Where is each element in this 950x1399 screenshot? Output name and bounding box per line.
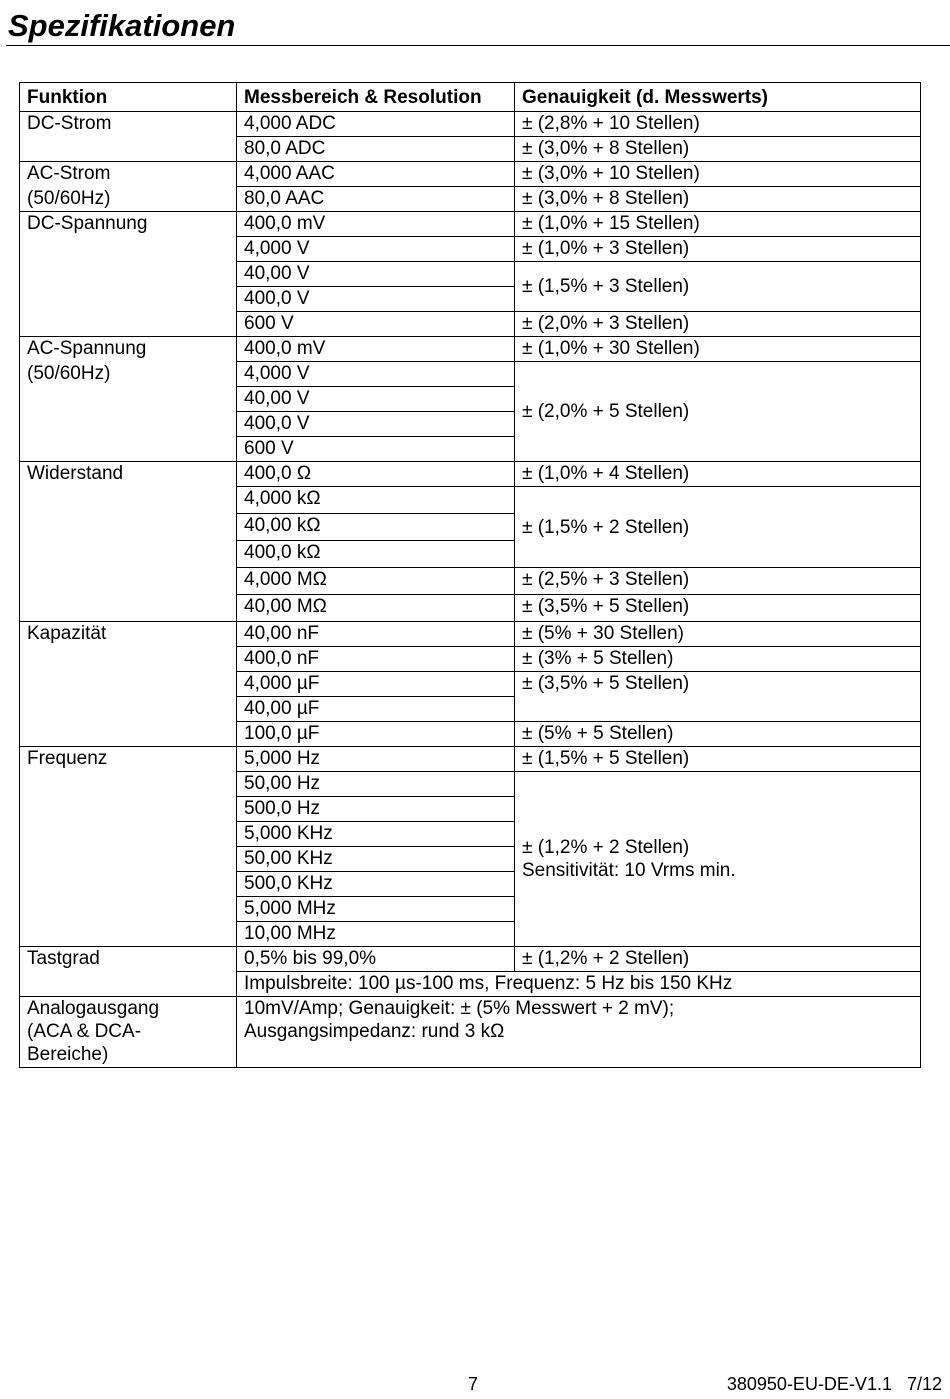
accuracy-cell: ± (3,5% + 5 Stellen) — [515, 595, 921, 622]
function-cell: DC-Strom — [20, 112, 237, 162]
range-cell: 0,5% bis 99,0% — [237, 947, 515, 972]
table-row — [20, 622, 921, 647]
analog-output-cell — [237, 997, 921, 1068]
table-row — [20, 947, 921, 972]
accuracy-cell: ± (2,8% + 10 Stellen) — [515, 112, 921, 137]
spec-table — [19, 82, 921, 1068]
range-cell: 5,000 Hz — [237, 747, 515, 772]
function-cell-empty — [20, 437, 237, 462]
header-genauigkeit: Genauigkeit (d. Messwerts) — [515, 83, 921, 112]
function-cell: Tastgrad — [20, 947, 237, 997]
accuracy-cell: ± (2,0% + 5 Stellen) — [515, 362, 921, 462]
range-cell: 5,000 KHz — [237, 822, 515, 847]
function-cell: AC-Spannung — [20, 337, 237, 362]
table-row — [20, 212, 921, 237]
table-row — [20, 187, 921, 212]
page-number: 7 — [468, 1374, 479, 1394]
accuracy-cell: ± (1,0% + 3 Stellen) — [515, 237, 921, 262]
table-row — [20, 362, 921, 387]
analog-line: 10mV/Amp; Genauigkeit: ± (5% Messwert + 2 mV); — [244, 998, 675, 1019]
range-cell: 40,00 µF — [237, 697, 515, 722]
table-row — [20, 162, 921, 187]
range-cell: 600 V — [237, 312, 515, 337]
range-cell: 4,000 AAC — [237, 162, 515, 187]
range-cell: 4,000 µF — [237, 672, 515, 697]
function-line: Analogausgang — [27, 998, 160, 1019]
function-cell-empty — [20, 412, 237, 437]
accuracy-cell: ± (2,5% + 3 Stellen) — [515, 568, 921, 595]
accuracy-cell: ± (5% + 30 Stellen) — [515, 622, 921, 647]
table-row — [20, 462, 921, 487]
function-line: Bereiche) — [27, 1044, 109, 1065]
range-cell: 40,00 V — [237, 387, 515, 412]
table-row — [20, 997, 921, 1068]
accuracy-cell: ± (2,0% + 3 Stellen) — [515, 312, 921, 337]
accuracy-cell: ± (1,5% + 2 Stellen) — [515, 487, 921, 568]
range-cell: 40,00 V — [237, 262, 515, 287]
range-cell: 50,00 KHz — [237, 847, 515, 872]
accuracy-cell: ± (3% + 5 Stellen) — [515, 647, 921, 672]
table-row — [20, 747, 921, 772]
pulse-note-cell: Impulsbreite: 100 µs-100 ms, Frequenz: 5 Hz bis 150 KHz — [237, 972, 921, 997]
table-row — [20, 337, 921, 362]
function-line: (ACA & DCA- — [27, 1021, 142, 1042]
range-cell: 400,0 nF — [237, 647, 515, 672]
accuracy-cell: ± (5% + 5 Stellen) — [515, 722, 921, 747]
range-cell: 5,000 MHz — [237, 897, 515, 922]
range-cell: 40,00 kΩ — [237, 514, 515, 541]
accuracy-cell: ± (1,0% + 4 Stellen) — [515, 462, 921, 487]
range-cell: 600 V — [237, 437, 515, 462]
range-cell: 80,0 AAC — [237, 187, 515, 212]
table-row — [20, 112, 921, 137]
accuracy-cell: ± (1,0% + 30 Stellen) — [515, 337, 921, 362]
function-cell: AC-Strom — [20, 162, 237, 187]
range-cell: 80,0 ADC — [237, 137, 515, 162]
range-cell: 500,0 KHz — [237, 872, 515, 897]
analog-line: Ausgangsimpedanz: rund 3 kΩ — [244, 1021, 505, 1042]
function-cell-sub: (50/60Hz) — [20, 187, 237, 212]
range-cell: 50,00 Hz — [237, 772, 515, 797]
range-cell: 4,000 MΩ — [237, 568, 515, 595]
function-cell-sub: (50/60Hz) — [20, 362, 237, 387]
accuracy-cell: ± (3,5% + 5 Stellen) — [515, 672, 921, 722]
accuracy-cell: ± (3,0% + 8 Stellen) — [515, 137, 921, 162]
accuracy-cell: ± (1,0% + 15 Stellen) — [515, 212, 921, 237]
range-cell: 400,0 mV — [237, 212, 515, 237]
function-cell: Widerstand — [20, 462, 237, 622]
range-cell: 4,000 V — [237, 362, 515, 387]
range-cell: 500,0 Hz — [237, 797, 515, 822]
accuracy-cell: ± (3,0% + 10 Stellen) — [515, 162, 921, 187]
range-cell: 10,00 MHz — [237, 922, 515, 947]
range-cell: 100,0 µF — [237, 722, 515, 747]
function-cell: DC-Spannung — [20, 212, 237, 337]
sensitivity-line: Sensitivität: 10 Vrms min. — [522, 860, 736, 881]
accuracy-cell: ± (1,5% + 3 Stellen) — [515, 262, 921, 312]
header-messbereich: Messbereich & Resolution — [237, 83, 515, 112]
range-cell: 4,000 kΩ — [237, 487, 515, 514]
range-cell: 40,00 MΩ — [237, 595, 515, 622]
range-cell: 400,0 V — [237, 412, 515, 437]
range-cell: 400,0 mV — [237, 337, 515, 362]
accuracy-cell: ± (3,0% + 8 Stellen) — [515, 187, 921, 212]
range-cell: 4,000 ADC — [237, 112, 515, 137]
document-id: 380950-EU-DE-V1.1 7/12 — [726, 1374, 942, 1394]
range-cell: 400,0 kΩ — [237, 541, 515, 568]
accuracy-cell: ± (1,5% + 5 Stellen) — [515, 747, 921, 772]
header-row — [20, 83, 921, 112]
accuracy-cell: ± (1,2% + 2 Stellen) — [515, 947, 921, 972]
accuracy-line: ± (1,2% + 2 Stellen) — [522, 837, 690, 858]
function-cell: Kapazität — [20, 622, 237, 747]
function-cell: Frequenz — [20, 747, 237, 947]
range-cell: 4,000 V — [237, 237, 515, 262]
range-cell: 40,00 nF — [237, 622, 515, 647]
function-cell-empty — [20, 387, 237, 412]
title-rule — [6, 45, 950, 46]
range-cell: 400,0 Ω — [237, 462, 515, 487]
page-title: Spezifikationen — [8, 8, 236, 43]
header-funktion: Funktion — [20, 83, 237, 112]
accuracy-cell — [515, 772, 921, 947]
range-cell: 400,0 V — [237, 287, 515, 312]
function-cell — [20, 997, 237, 1068]
